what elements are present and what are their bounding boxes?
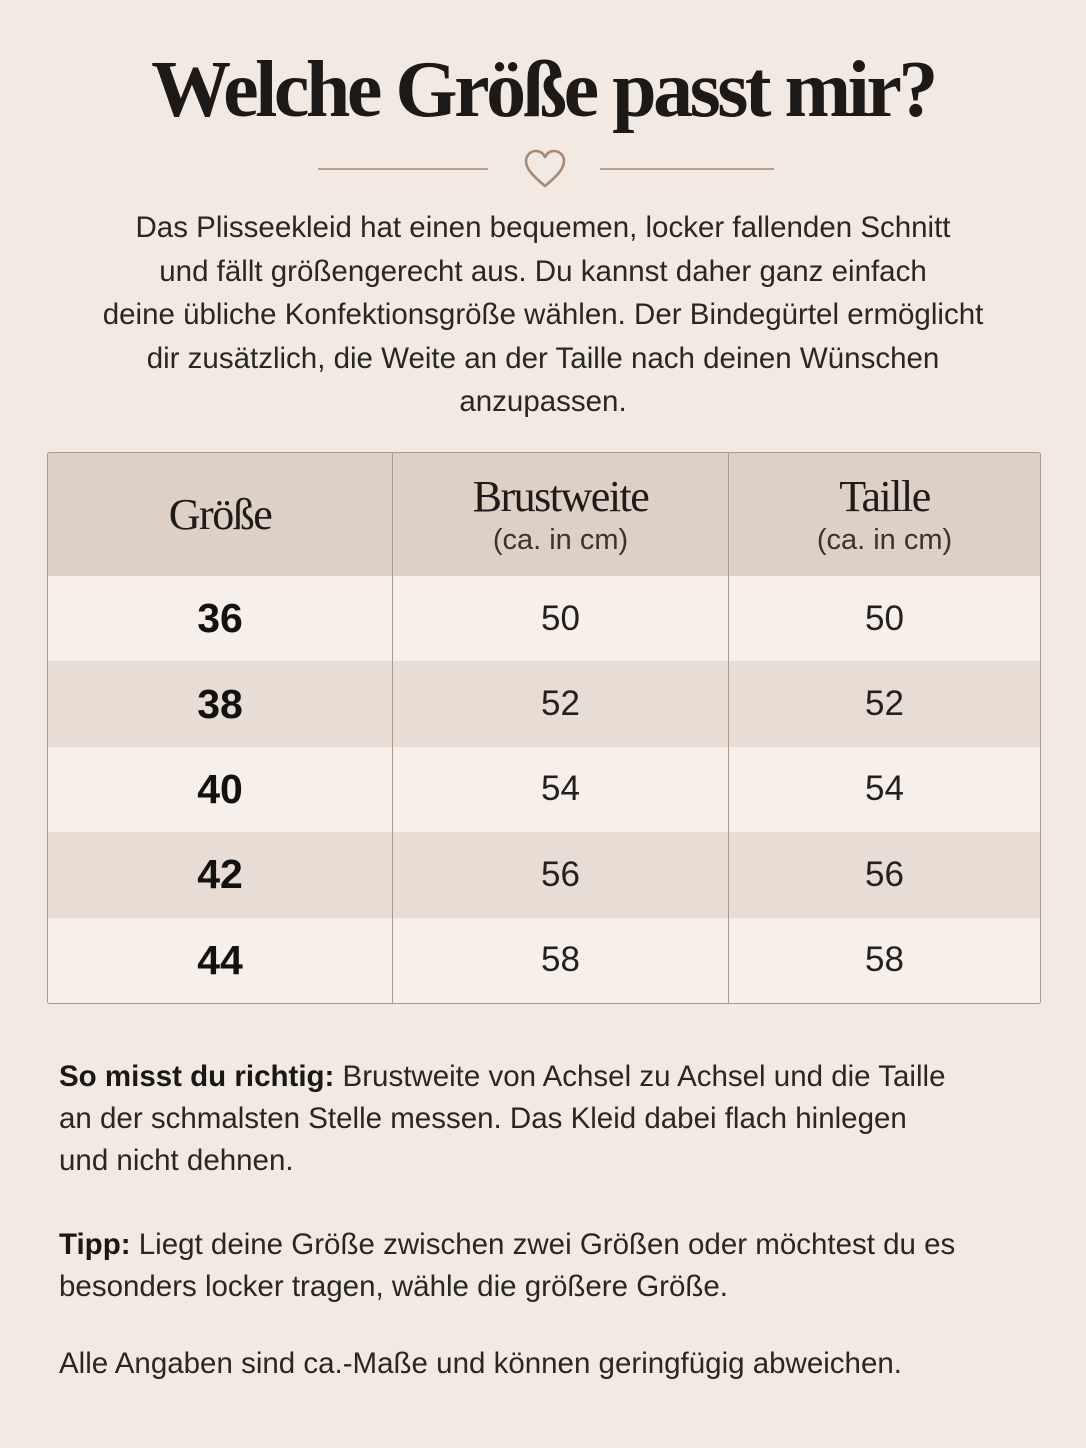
disclaimer-note: Alle Angaben sind ca.-Maße und können geringfügig abweichen. bbox=[59, 1347, 902, 1380]
measure-note-line bbox=[59, 1056, 1039, 1098]
intro-line: deine übliche Konfektionsgröße wählen. Der Bindegürtel ermöglicht bbox=[102, 298, 984, 332]
tip-text: Liegt deine Größe zwischen zwei Größen oder möchtest du es bbox=[130, 1228, 956, 1261]
taille-cell: 50 bbox=[865, 598, 904, 638]
brustweite-cell: 58 bbox=[393, 918, 729, 1003]
header-subtitle: (ca. in cm) bbox=[492, 523, 629, 556]
header-subtitle: (ca. in cm) bbox=[816, 523, 953, 556]
header-title: Größe bbox=[168, 489, 272, 539]
measure-note bbox=[59, 1056, 1039, 1182]
tip-note bbox=[59, 1224, 1039, 1308]
tip-note-line: besonders locker tragen, wähle die größere Größe. bbox=[59, 1270, 729, 1303]
table-row bbox=[48, 918, 1040, 1003]
intro-line: dir zusätzlich, die Weite an der Taille nach deinen Wünschen bbox=[146, 341, 940, 375]
heart-icon bbox=[523, 148, 567, 190]
header-cell-taille bbox=[729, 453, 1040, 576]
size-cell: 38 bbox=[48, 661, 393, 746]
intro-paragraph bbox=[40, 206, 1046, 424]
header-cell-brustweite bbox=[393, 453, 729, 576]
table-header-row bbox=[48, 453, 1040, 576]
heart-divider bbox=[0, 146, 1086, 192]
header-cell-groesse bbox=[48, 453, 393, 576]
taille-cell: 54 bbox=[865, 769, 904, 809]
intro-line: Das Plisseekleid hat einen bequemen, locker fallenden Schnitt bbox=[135, 211, 951, 244]
intro-line: und fällt größengerecht aus. Du kannst daher ganz einfach bbox=[159, 254, 927, 288]
table-row bbox=[48, 661, 1040, 746]
size-cell: 44 bbox=[48, 918, 393, 1003]
divider-line-right bbox=[600, 168, 774, 170]
taille-cell: 52 bbox=[865, 684, 904, 724]
table-row bbox=[48, 576, 1040, 661]
measure-note-line: und nicht dehnen. bbox=[59, 1144, 294, 1177]
header-title: Brustweite bbox=[472, 471, 649, 521]
tip-note-line bbox=[59, 1224, 1039, 1266]
taille-cell: 56 bbox=[865, 854, 904, 894]
size-cell: 40 bbox=[48, 747, 393, 832]
measure-text: Brustweite von Achsel zu Achsel und die Taille bbox=[334, 1060, 946, 1093]
brustweite-cell: 50 bbox=[393, 576, 729, 661]
brustweite-cell: 54 bbox=[393, 747, 729, 832]
size-cell: 36 bbox=[48, 576, 393, 661]
brustweite-cell: 56 bbox=[393, 832, 729, 917]
taille-cell: 58 bbox=[865, 940, 904, 980]
measure-note-line: an der schmalsten Stelle messen. Das Kleid dabei flach hinlegen bbox=[59, 1102, 907, 1135]
divider-line-left bbox=[318, 168, 488, 170]
measure-label: So misst du richtig: bbox=[59, 1060, 335, 1093]
brustweite-cell: 52 bbox=[393, 661, 729, 746]
header-title: Taille bbox=[839, 471, 930, 521]
size-table bbox=[47, 452, 1041, 1004]
tip-label: Tipp: bbox=[59, 1228, 131, 1261]
size-cell: 42 bbox=[48, 832, 393, 917]
intro-line: anzupassen. bbox=[459, 385, 627, 419]
page-title: Welche Größe passt mir? bbox=[151, 46, 935, 134]
table-row bbox=[48, 747, 1040, 832]
table-row bbox=[48, 832, 1040, 917]
